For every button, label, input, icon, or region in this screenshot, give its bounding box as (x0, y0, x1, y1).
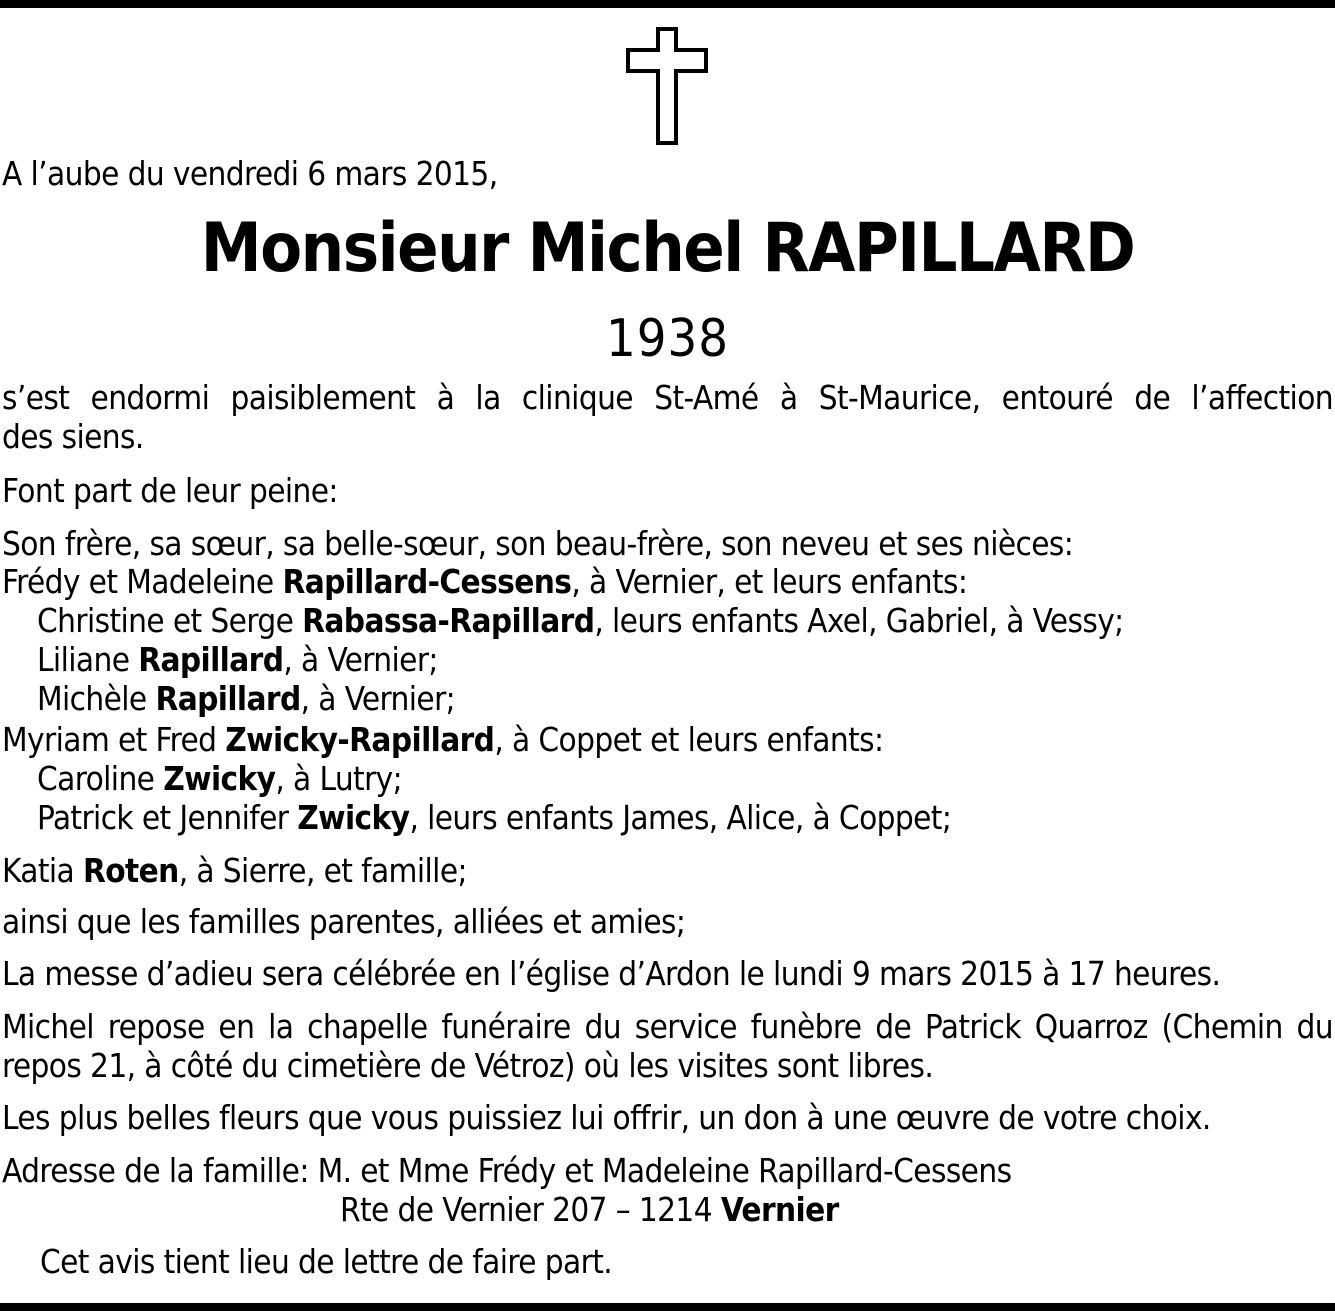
intro-line-1: s’est endormi paisiblement à la clinique St-Amé à St-Maurice, entouré de l’affection (2, 378, 1333, 417)
font-part-line: Font part de leur peine: (2, 471, 338, 510)
mass-line: La messe d’adieu sera célébrée en l’église d’Ardon le lundi 9 mars 2015 à 17 heures. (2, 954, 1221, 993)
family-member: Liliane Rapillard, à Vernier; (37, 640, 438, 679)
family-member: Patrick et Jennifer Zwicky, leurs enfants James, Alice, à Coppet; (37, 798, 952, 837)
bottom-rule (0, 1303, 1335, 1311)
birth-year: 1938 (605, 309, 730, 369)
closing-line: Cet avis tient lieu de lettre de faire part. (40, 1242, 613, 1281)
family-member: Frédy et Madeleine Rapillard-Cessens, à Vernier, et leurs enfants: (2, 562, 968, 601)
family-intro: Son frère, sa sœur, sa belle-sœur, son beau-frère, son neveu et ses nièces: (2, 524, 1074, 563)
date-line: A l’aube du vendredi 6 mars 2015, (2, 154, 498, 193)
intro-line-2: des siens. (2, 417, 144, 456)
family-member: Caroline Zwicky, à Lutry; (37, 759, 403, 798)
repose-line-1: Michel repose en la chapelle funéraire du service funèbre de Patrick Quarroz (Chemin du (2, 1007, 1333, 1046)
deceased-name: Monsieur Michel RAPILLARD (200, 209, 1135, 288)
address-line-2: Rte de Vernier 207 – 1214 Vernier (340, 1190, 839, 1229)
family-member: Myriam et Fred Zwicky-Rapillard, à Coppet et leurs enfants: (2, 720, 884, 759)
katia-line: Katia Roten, à Sierre, et famille; (2, 851, 467, 890)
families-line: ainsi que les familles parentes, alliées et amies; (2, 902, 686, 941)
top-rule (0, 0, 1335, 8)
latin-cross-icon (625, 27, 709, 145)
repose-line-2: repos 21, à côté du cimetière de Vétroz) où les visites sont libres. (2, 1046, 934, 1085)
family-member: Christine et Serge Rabassa-Rapillard, leurs enfants Axel, Gabriel, à Vessy; (37, 601, 1124, 640)
address-line-1: Adresse de la famille: M. et Mme Frédy et Madeleine Rapillard-Cessens (2, 1151, 1012, 1190)
flowers-line: Les plus belles fleurs que vous puissiez lui offrir, un don à une œuvre de votre choix. (2, 1098, 1211, 1137)
family-member: Michèle Rapillard, à Vernier; (37, 679, 456, 718)
